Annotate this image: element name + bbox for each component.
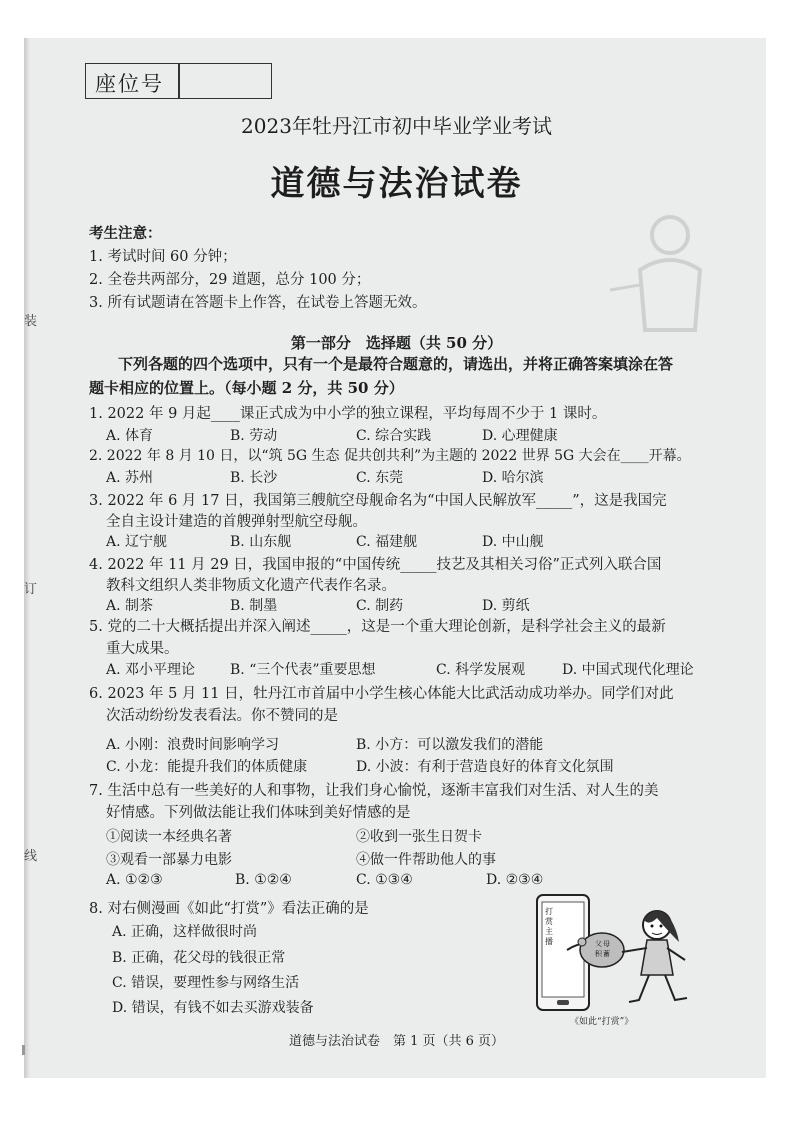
part-one-heading: 第一部分 选择题（共 50 分） [290,334,503,352]
phone-text: 主 [545,927,553,936]
question-option: A. 体育 [106,428,154,444]
question-option: C. 综合实践 [356,428,432,444]
question-option: B. ①②④ [235,872,292,888]
question-stem: 7. 生活中总有一些美好的人和事物，让我们身心愉悦，逐渐丰富我们对生活、对人生的美 [89,783,659,799]
paper-title: 道德与法治试卷 [270,164,523,204]
piggy-bank-shape [580,933,624,967]
binding-mark: 订 [24,582,38,597]
question-option: D. 中国式现代化理论 [562,662,694,678]
question-stem-continued: 次活动纷纷发表看法。你不赞同的是 [106,708,338,724]
phone-text: 打 [545,907,553,916]
question-option: A. 小刚：浪费时间影响学习 [106,737,280,753]
notice-title: 考生注意： [89,225,162,242]
question-stem: 2. 2022 年 8 月 10 日，以“筑 5G 生态 促共创共利”为主题的 2022 世界 5G 大会在____开幕。 [89,448,691,464]
question-stem-continued: 全自主设计建造的首艘弹射型航空母舰。 [106,514,367,530]
question-stem: 1. 2022 年 9 月起____课正式成为中小学的独立课程，平均每周不少于 1 课时。 [89,406,607,422]
question-option: C. 福建舰 [356,534,418,550]
question-option: A. 辽宁舰 [106,534,168,550]
girl-body [641,940,673,975]
seat-number-label: 座位号 [95,72,164,96]
question-statement: ①阅读一本经典名著 [106,829,232,845]
cartoon-caption: 《如此“打赏”》 [570,1017,634,1027]
notice-item: 3. 所有试题请在答题卡上作答，在试卷上答题无效。 [89,295,427,311]
question-option: C. ①③④ [356,872,413,888]
question-option: B. 山东舰 [230,534,292,550]
question-statement: ③观看一部暴力电影 [106,852,232,868]
part-one-intro: 下列各题的四个选项中，只有一个是最符合题意的，请选出，并将正确答案填涂在答 [118,355,674,373]
question-option: C. 东莞 [356,470,404,486]
question-stem-continued: 教科文组织人类非物质文化遗产代表作名录。 [106,578,396,594]
question-option: C. 科学发展观 [436,662,526,678]
question-option: D. 心理健康 [482,428,558,444]
binding-mark: 装 [24,314,38,329]
question-option: A. 正确，这样做很时尚 [112,924,258,940]
question-option: D. 错误，有钱不如去买游戏装备 [112,1000,314,1016]
question-stem: 4. 2022 年 11 月 29 日，我国申报的“中国传统_____技艺及其相关习俗”正式列入联合国 [89,557,662,573]
phone-text: 赏 [545,917,553,926]
piggy-text: 蓄 [603,950,610,958]
question-option: D. 小波：有利于营造良好的体育文化氛围 [356,759,614,775]
piggy-text: 积 [595,950,602,958]
question-stem: 5. 党的二十大概括提出并深入阐述_____，这是一个重大理论创新，是科学社会主义的最新 [89,619,666,635]
cartoon-illustration [507,890,707,1030]
question-option: D. ②③④ [486,872,544,888]
bleed-through-mark [600,210,720,340]
question-option: B. “三个代表”重要思想 [230,662,376,678]
question-stem-continued: 重大成果。 [106,641,179,657]
question-option: A. 制茶 [106,598,154,614]
question-option: B. 制墨 [230,598,278,614]
question-option: C. 小龙：能提升我们的体质健康 [106,759,308,775]
phone-text: 播 [545,937,553,946]
question-stem: 8. 对右侧漫画《如此“打赏”》看法正确的是 [89,901,369,917]
question-statement: ④做一件帮助他人的事 [356,852,496,868]
question-option: D. 中山舰 [482,534,544,550]
question-option: C. 制药 [356,598,404,614]
page-footer: 道德与法治试卷 第 1 页（共 6 页） [288,1034,505,1049]
question-option: B. 劳动 [230,428,278,444]
question-option: A. ①②③ [106,872,163,888]
question-option: C. 错误，要理性参与网络生活 [112,975,300,991]
question-statement: ②收到一张生日贺卡 [356,829,482,845]
question-stem: 3. 2022 年 6 月 17 日，我国第三艘航空母舰命名为“中国人民解放军_____”，这是我国完 [89,493,667,509]
binding-mark: 线 [24,849,38,864]
question-option: B. 小方：可以激发我们的潜能 [356,737,544,753]
seat-box-divider [178,63,180,99]
exam-title: 2023年牡丹江市初中毕业学业考试 [241,114,552,138]
notice-item: 2. 全卷共两部分，29 道题，总分 100 分； [89,272,371,288]
piggy-text: 母 [603,940,610,948]
question-stem-continued: 好情感。下列做法能让我们体味到美好情感的是 [106,805,411,821]
part-one-intro: 题卡相应的位置上。（每小题 2 分，共 50 分） [89,379,404,397]
question-option: B. 长沙 [230,470,278,486]
question-option: B. 正确，花父母的钱很正常 [112,950,286,966]
question-option: A. 苏州 [106,470,154,486]
question-stem: 6. 2023 年 5 月 11 日，牡丹江市首届中小学生核心体能大比武活动成功举办。同学们对此 [89,686,674,702]
notice-item: 1. 考试时间 60 分钟； [89,249,237,265]
piggy-text: 父 [595,940,602,948]
question-option: D. 剪纸 [482,598,530,614]
question-option: A. 邓小平理论 [106,662,196,678]
question-option: D. 哈尔滨 [482,470,544,486]
